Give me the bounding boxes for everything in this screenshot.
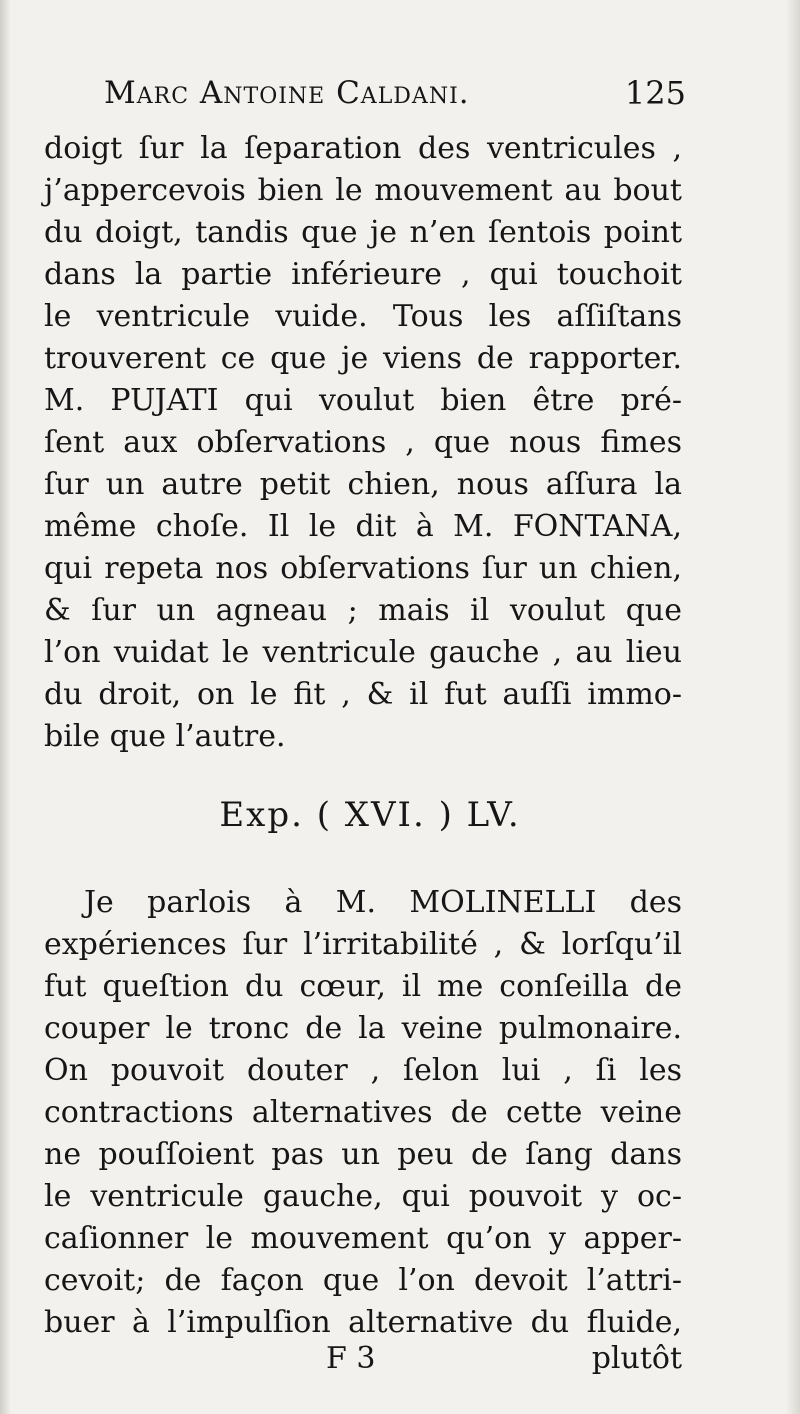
paragraph-2	[44, 882, 682, 1344]
text-line: le ventricule gauche, qui pouvoit y oc-	[44, 1179, 682, 1214]
text-line: ſent aux obſervations , que nous fimes	[44, 425, 682, 460]
text-line: qui repeta nos obſervations ſur un chien,	[44, 551, 682, 586]
page-header	[104, 70, 686, 116]
text-line: bile que l’autre.	[44, 719, 286, 754]
text-line: ne pouſſoient pas un peu de ſang dans	[44, 1137, 682, 1172]
running-head: Marc Antoine Caldani.	[104, 75, 470, 111]
text-line: trouverent ce que je viens de rapporter.	[44, 341, 682, 376]
text-line: l’on vuidat le ventricule gauche , au lieu	[44, 635, 682, 670]
text-line: M. PUJATI qui voulut bien être pré-	[44, 383, 682, 418]
catchword: plutôt	[591, 1341, 682, 1376]
text-line: du droit, on le fit , & il fut auſſi immo-	[44, 677, 682, 712]
text-line: j’appercevois bien le mouvement au bout	[44, 173, 682, 208]
text-line: fut queſtion du cœur, il me conſeilla de	[44, 969, 682, 1004]
page-footer	[44, 1336, 682, 1382]
text-line: caſionner le mouvement qu’on y apper-	[44, 1221, 682, 1256]
text-line: cevoit; de façon que l’on devoit l’attri-	[44, 1263, 682, 1298]
signature-mark: F 3	[326, 1341, 376, 1376]
paragraph-1	[44, 128, 682, 758]
page-number: 125	[624, 74, 686, 112]
section-heading: Exp. ( XVI. ) LV.	[219, 795, 521, 835]
text-line: & ſur un agneau ; mais il voulut que	[44, 593, 682, 628]
text-line: couper le tronc de la veine pulmonaire.	[44, 1011, 682, 1046]
text-line: même choſe. Il le dit à M. FONTANA,	[44, 509, 682, 544]
text-line: buer à l’impulſion alternative du fluide,	[44, 1305, 682, 1340]
text-line: On pouvoit douter , ſelon lui , ſi les	[44, 1053, 682, 1088]
text-line: Je parlois à M. MOLINELLI des	[84, 885, 682, 920]
page-left-edge-shadow	[0, 0, 10, 1414]
text-line: doigt ſur la ſeparation des ventricules ,	[44, 131, 682, 166]
text-line: du doigt, tandis que je n’en ſentois point	[44, 215, 682, 250]
text-line: expériences ſur l’irritabilité , & lorſqu’il	[44, 927, 682, 962]
text-line: ſur un autre petit chien, nous aſſura la	[44, 467, 682, 502]
text-line: le ventricule vuide. Tous les aſſiſtans	[44, 299, 682, 334]
text-line: dans la partie inférieure , qui touchoit	[44, 257, 682, 292]
page-right-edge-shadow	[786, 0, 800, 1414]
text-line: contractions alternatives de cette veine	[44, 1095, 682, 1130]
